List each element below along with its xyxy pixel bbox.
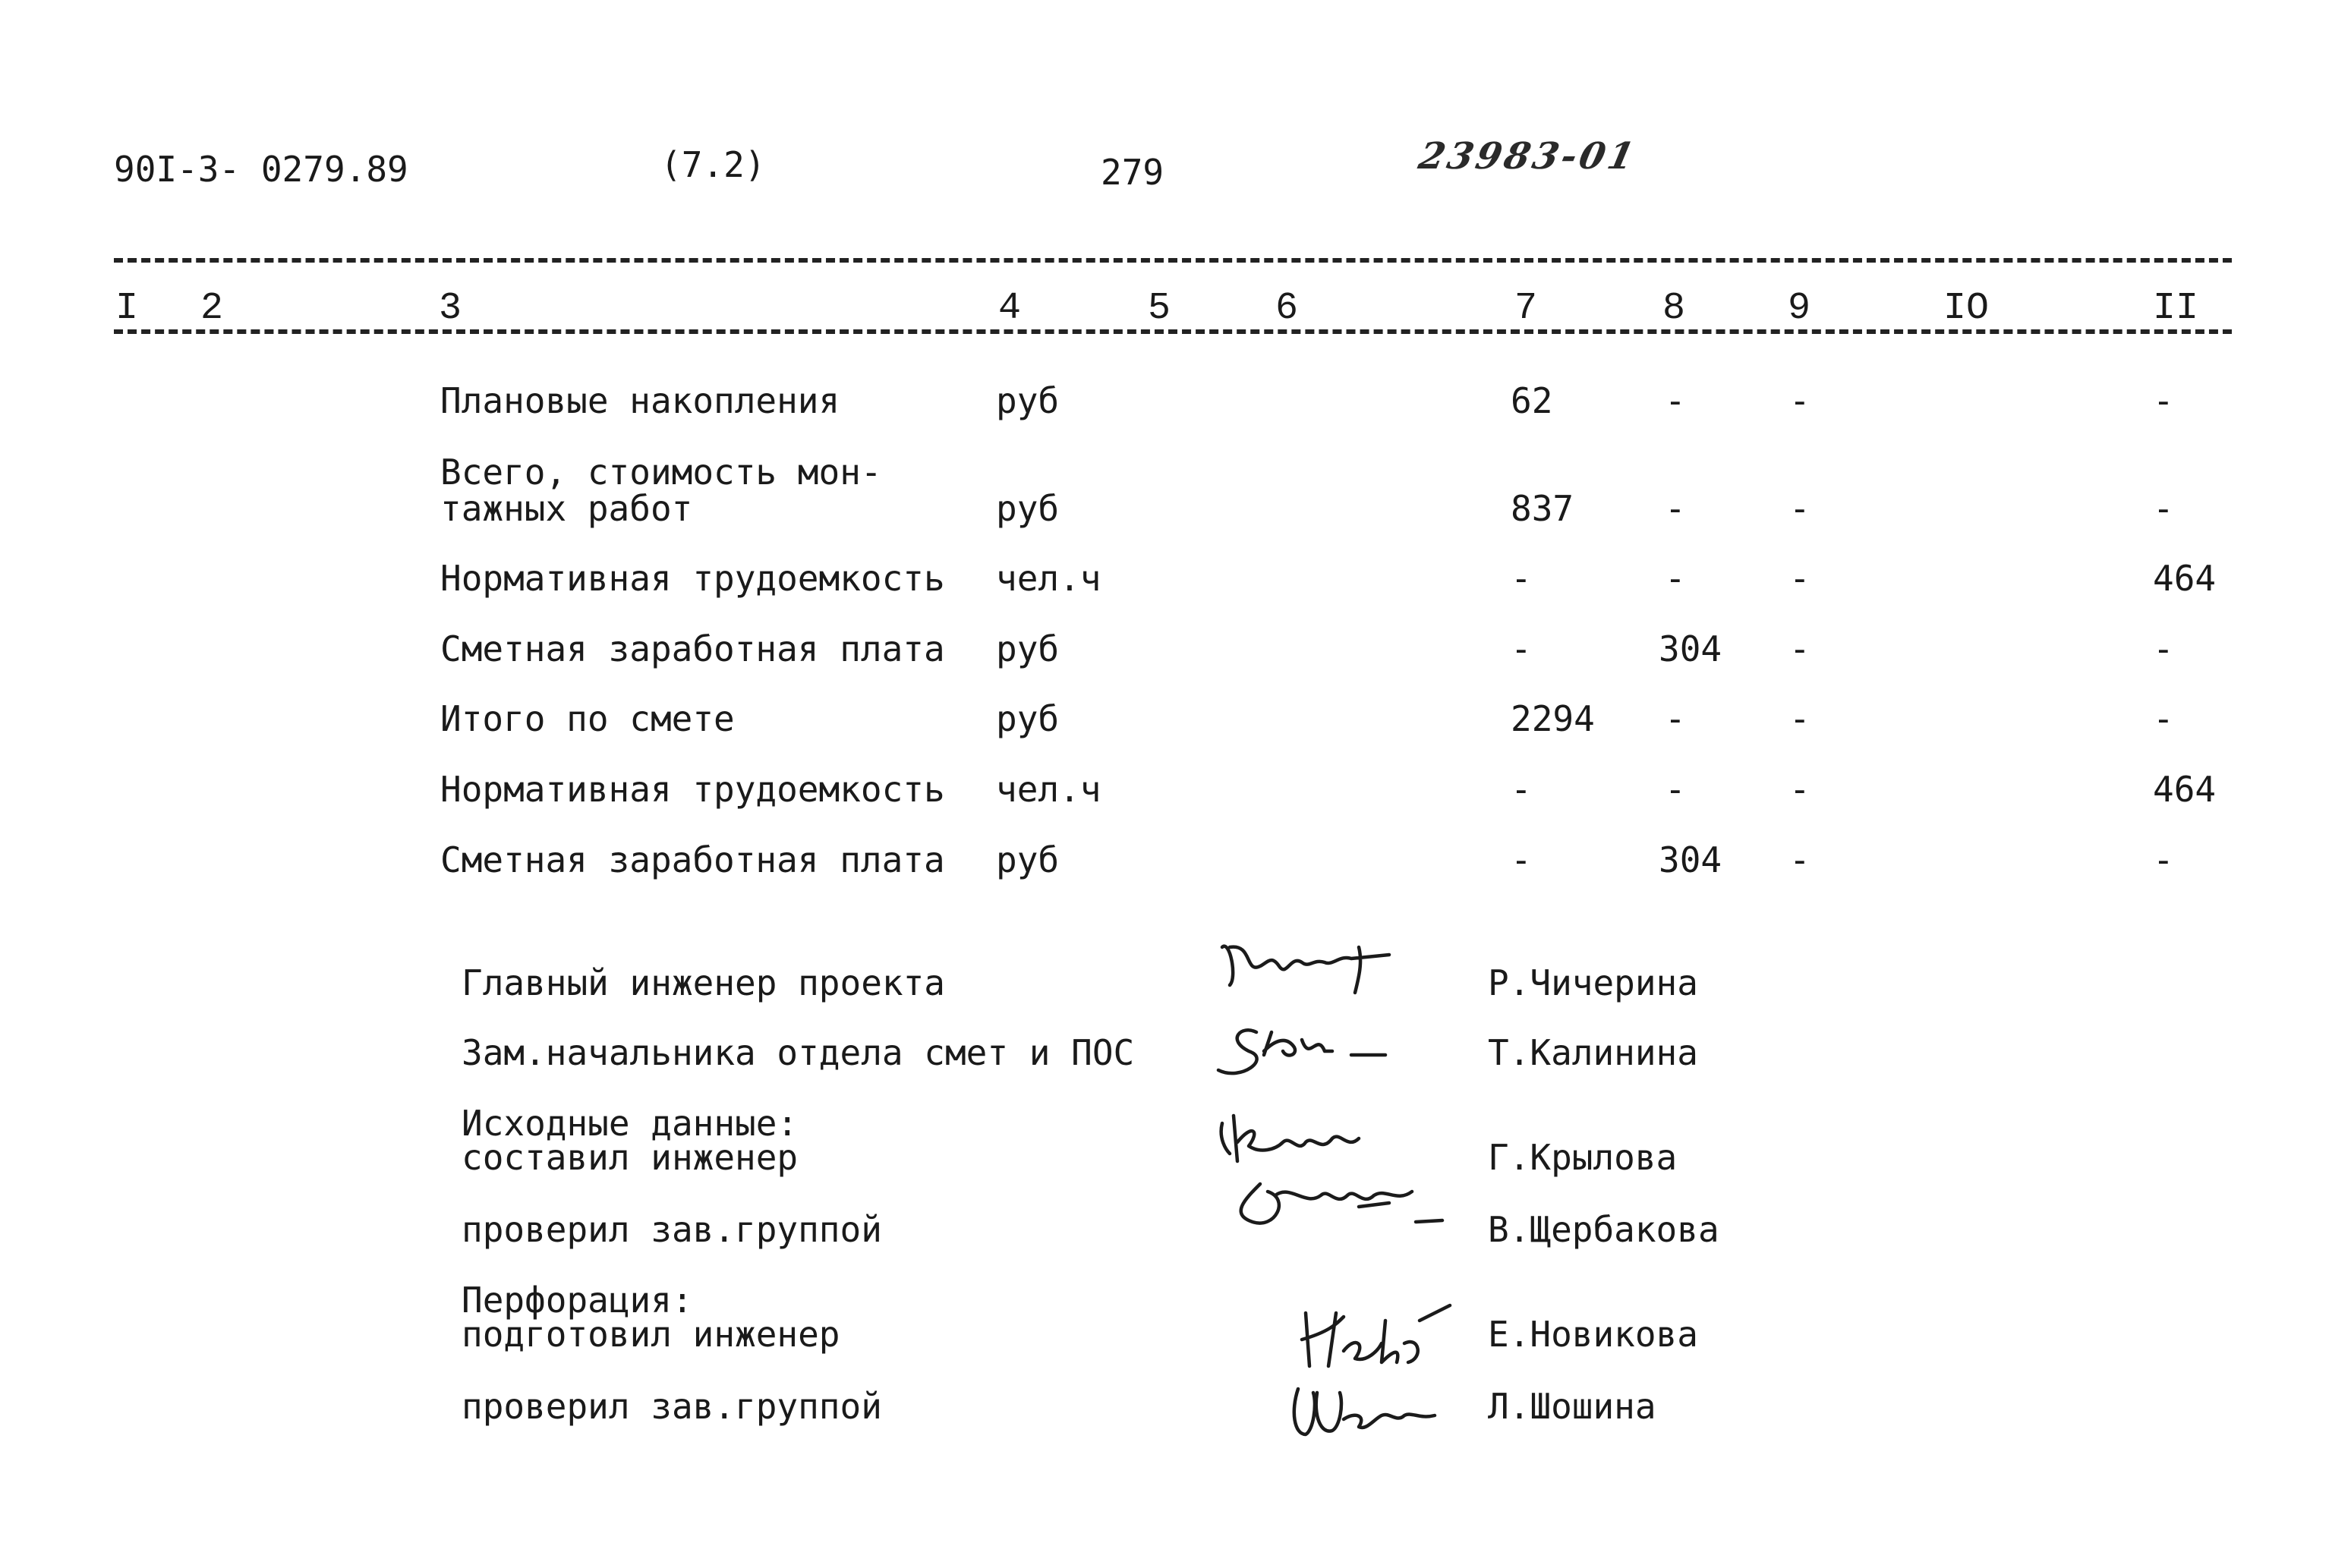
col-header-3: 3 — [439, 287, 462, 330]
row-6-col8: - — [1665, 769, 1686, 810]
row-1-col8: - — [1665, 380, 1686, 421]
sig-name-shoshina: Л.Шошина — [1488, 1386, 1656, 1427]
row-1-name: Плановые накопления — [440, 380, 840, 421]
dashed-rule-top — [114, 258, 2232, 263]
row-3-col8: - — [1665, 558, 1686, 599]
sig-role-prepared-by: подготовил инженер — [462, 1314, 840, 1355]
row-7-col7: - — [1511, 839, 1532, 880]
row-1-col11: - — [2153, 380, 2174, 421]
page-number: 279 — [1101, 152, 1164, 193]
col-header-7: 7 — [1514, 287, 1538, 330]
row-4-col8: 304 — [1659, 628, 1722, 669]
row-1-unit: руб — [996, 380, 1060, 421]
row-2-col9: - — [1789, 488, 1810, 529]
col-header-9: 9 — [1788, 287, 1811, 330]
row-5-col7: 2294 — [1511, 698, 1595, 739]
row-7-name: Сметная заработная плата — [440, 839, 945, 880]
col-header-6: 6 — [1275, 287, 1299, 330]
handwritten-signature-icon — [1290, 1290, 1465, 1381]
row-1-col7: 62 — [1511, 380, 1553, 421]
col-header-10: IO — [1943, 287, 1990, 330]
row-4-unit: руб — [996, 628, 1060, 669]
row-3-col9: - — [1789, 558, 1810, 599]
row-6-unit: чел.ч — [996, 769, 1101, 810]
col-header-1: I — [115, 287, 139, 330]
sig-name-krylova: Г.Крылова — [1488, 1137, 1678, 1178]
document-number: 23983-01 — [1415, 135, 1641, 178]
document-code: 90I-3- 0279.89 — [114, 149, 408, 190]
row-4-col9: - — [1789, 628, 1810, 669]
row-7-unit: руб — [996, 839, 1060, 880]
row-2-name-line1: Всего, стоимость мон- — [440, 452, 882, 493]
row-5-unit: руб — [996, 698, 1060, 739]
row-4-col7: - — [1511, 628, 1532, 669]
col-header-8: 8 — [1662, 287, 1686, 330]
col-header-5: 5 — [1148, 287, 1171, 330]
col-header-2: 2 — [200, 287, 224, 330]
row-6-col11: 464 — [2153, 769, 2217, 810]
row-3-col7: - — [1511, 558, 1532, 599]
row-7-col9: - — [1789, 839, 1810, 880]
sig-role-source-data-heading: Исходные данные: — [462, 1103, 799, 1144]
row-4-name: Сметная заработная плата — [440, 628, 945, 669]
row-5-col9: - — [1789, 698, 1810, 739]
sig-name-shcherbakova: В.Щербакова — [1488, 1209, 1719, 1250]
row-2-unit: руб — [996, 488, 1060, 529]
row-2-name-line2: тажных работ — [440, 488, 693, 529]
sig-name-chicherina: Р.Чичерина — [1488, 962, 1698, 1003]
sig-role-compiled-by: составил инженер — [462, 1137, 799, 1178]
row-6-col7: - — [1511, 769, 1532, 810]
row-7-col8: 304 — [1659, 839, 1722, 880]
handwritten-signature-icon — [1211, 1009, 1401, 1085]
row-5-col8: - — [1665, 698, 1686, 739]
sig-role-chief-engineer: Главный инженер проекта — [462, 962, 945, 1003]
row-2-col11: - — [2153, 488, 2174, 529]
row-6-name: Нормативная трудоемкость — [440, 769, 945, 810]
row-5-name: Итого по смете — [440, 698, 735, 739]
col-header-11: II — [2153, 287, 2199, 330]
row-3-col11: 464 — [2153, 558, 2217, 599]
row-3-name: Нормативная трудоемкость — [440, 558, 945, 599]
row-2-col8: - — [1665, 488, 1686, 529]
col-header-4: 4 — [998, 287, 1022, 330]
row-7-col11: - — [2153, 839, 2174, 880]
dashed-rule-bottom — [114, 329, 2232, 334]
sig-role-checked-by-1: проверил зав.группой — [462, 1209, 882, 1250]
sig-name-kalinina: Т.Калинина — [1488, 1032, 1698, 1073]
section-number: (7.2) — [660, 144, 766, 185]
row-2-col7: 837 — [1511, 488, 1574, 529]
sig-role-deputy-head: Зам.начальника отдела смет и ПОС — [462, 1032, 1135, 1073]
row-4-col11: - — [2153, 628, 2174, 669]
handwritten-signature-icon — [1283, 1374, 1465, 1450]
row-5-col11: - — [2153, 698, 2174, 739]
sig-name-novikova: Е.Новикова — [1488, 1314, 1698, 1355]
row-6-col9: - — [1789, 769, 1810, 810]
row-1-col9: - — [1789, 380, 1810, 421]
sig-role-perforation-heading: Перфорация: — [462, 1280, 693, 1321]
row-3-unit: чел.ч — [996, 558, 1101, 599]
handwritten-signature-icon — [1207, 932, 1404, 1000]
handwritten-signature-icon — [1207, 1108, 1450, 1252]
sig-role-checked-by-2: проверил зав.группой — [462, 1386, 882, 1427]
